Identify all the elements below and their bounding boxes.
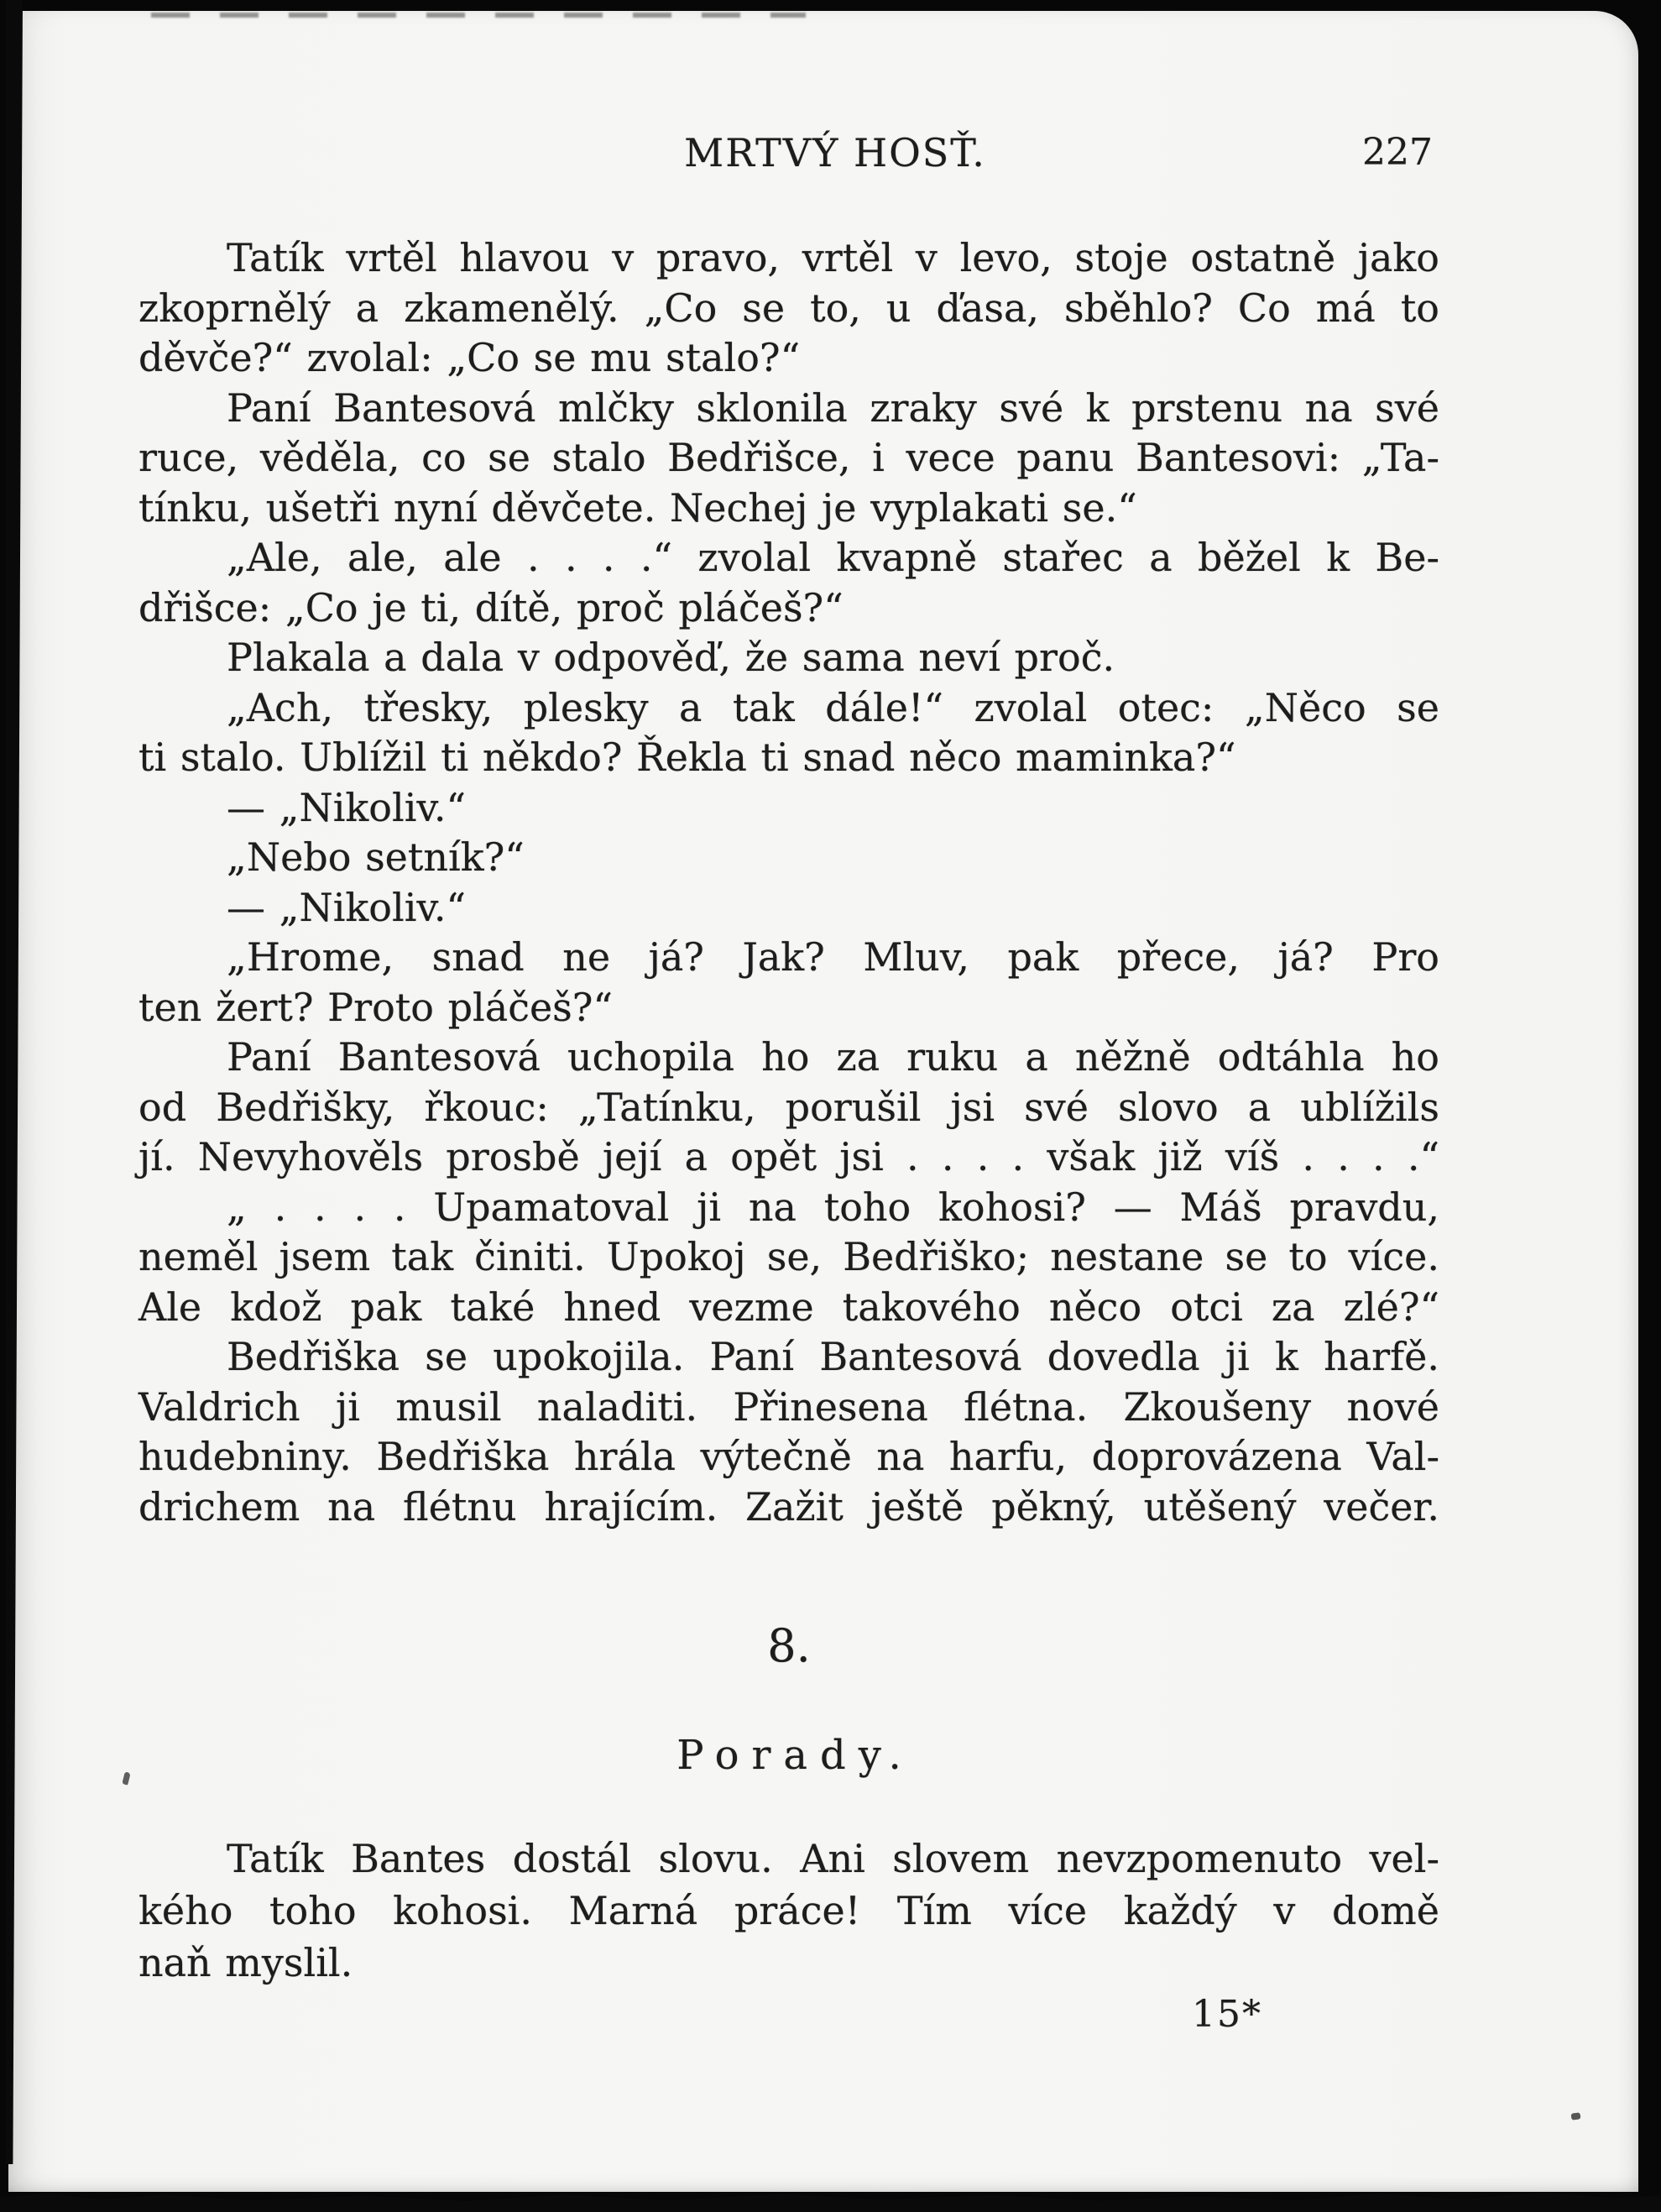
text-line: dřišce: „Co je ti, dítě, proč pláčeš?“ (138, 584, 844, 630)
text-line: Bedřiška se upokojila. Paní Bantesová dovedla ji k harfě. (227, 1334, 1439, 1379)
text-line: jí. Nevyhověls prosbě její a opět jsi . . . . však již víš . . . .“ (138, 1134, 1439, 1179)
paragraph (138, 683, 1439, 783)
text-line: Paní Bantesová mlčky sklonila zraky své k prstenu na své (227, 384, 1439, 431)
paragraph (138, 1183, 1439, 1333)
text-line: „Nebo setník?“ (227, 834, 525, 880)
text-line: „Hrome, snad ne já? Jak? Mluv, pak přece, já? Pro (227, 934, 1439, 980)
page-paper (8, 11, 1638, 2192)
section-number: 8. (767, 1619, 811, 1672)
text-line: od Bedřišky, řkouc: „Tatínku, porušil jsi své slovo a ublížils (138, 1084, 1439, 1130)
text-line: zkoprnělý a zkamenělý. „Co se to, u ďasa, sběhlo? Co má to (138, 285, 1439, 331)
text-line: Valdrich ji musil naladiti. Přinesena flétna. Zkoušeny nové (138, 1383, 1439, 1430)
scan-border-bottom (0, 2190, 1661, 2212)
paragraph (138, 633, 1439, 683)
text-line: drichem na flétnu hrajícím. Zažit ještě pěkný, utěšený večer. (138, 1483, 1439, 1530)
paragraph (138, 533, 1439, 633)
closing-paragraph (138, 1833, 1439, 1989)
text-line: neměl jsem tak činiti. Upokoj se, Bedřiško; nestane se to více. (138, 1234, 1439, 1279)
text-line: kého toho kohosi. Marná práce! Tím více každý v domě (138, 1888, 1439, 1933)
paragraph (138, 833, 1439, 883)
paragraph (138, 933, 1439, 1033)
text-line: naň myslil. (138, 1940, 353, 1985)
signature-mark: 15* (1192, 1993, 1262, 2036)
text-line: „Ale, ale, ale . . . .“ zvolal kvapně stařec a běžel k Be- (227, 535, 1439, 580)
scan-speck (122, 1771, 130, 1785)
text-line: „ . . . . Upamatoval ji na toho kohosi? — Máš pravdu, (227, 1184, 1439, 1230)
text-line: — „Nikoliv.“ (227, 784, 467, 830)
text-line: „Ach, třesky, plesky a tak dále!“ zvolal otec: „Něco se (227, 684, 1439, 730)
paragraph (138, 883, 1439, 933)
text-line: ten žert? Proto pláčeš?“ (138, 984, 613, 1030)
section-heading: Porady. (676, 1732, 914, 1779)
text-line: ruce, věděla, co se stalo Bedřišce, i vece panu Bantesovi: „Ta- (138, 435, 1439, 480)
body-text (138, 233, 1439, 1532)
paragraph (138, 1332, 1439, 1532)
text-line: tínku, ušetři nyní děvčete. Nechej je vyplakati se.“ (138, 484, 1137, 531)
text-line: Tatík vrtěl hlavou v pravo, vrtěl v levo, stoje ostatně jako (227, 235, 1439, 280)
text-line: hudebniny. Bedřiška hrála výtečně na harfu, doprovázena Val- (138, 1434, 1439, 1479)
text-line: děvče?“ zvolal: „Co se mu stalo?“ (138, 335, 801, 380)
paragraph (138, 384, 1439, 534)
text-line: Tatík Bantes dostál slovu. Ani slovem nevzpomenuto vel- (227, 1836, 1439, 1881)
scan-speck (1570, 2112, 1580, 2120)
page-number: 227 (1362, 131, 1433, 174)
paragraph (138, 783, 1439, 834)
paragraph (138, 1033, 1439, 1183)
text-line: Paní Bantesová uchopila ho za ruku a něžně odtáhla ho (227, 1034, 1439, 1080)
running-head (138, 127, 1439, 179)
paragraph (138, 233, 1439, 384)
scan-smudge-top (151, 13, 806, 18)
running-title: MRTVÝ HOSŤ. (684, 130, 986, 175)
text-line: Plakala a dala v odpověď, že sama neví proč. (227, 635, 1115, 680)
text-line: ti stalo. Ublížil ti někdo? Řekla ti snad něco maminka?“ (138, 735, 1236, 780)
text-line: Ale kdož pak také hned vezme takového něco otci za zlé?“ (138, 1284, 1439, 1330)
text-line: — „Nikoliv.“ (227, 884, 467, 930)
